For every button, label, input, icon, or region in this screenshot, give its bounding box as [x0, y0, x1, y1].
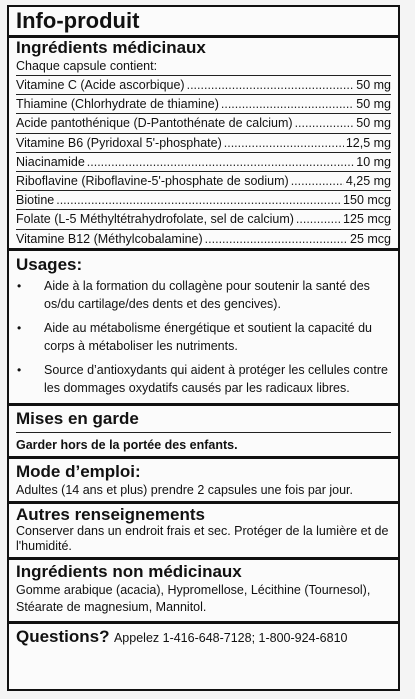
ingredient-amount: 50 mg — [356, 97, 391, 112]
ingredient-amount: 4,25 mg — [345, 174, 391, 189]
ingredient-amount: 50 mg — [356, 116, 391, 131]
ingredient-name: Vitamine B12 (Méthylcobalamine) — [16, 231, 203, 246]
leader-dots — [87, 153, 354, 171]
non-medicinal-heading: Ingrédients non médicinaux — [16, 561, 242, 581]
warnings-section — [9, 403, 398, 456]
warnings-heading: Mises en garde — [16, 408, 139, 428]
leader-dots — [205, 230, 348, 248]
leader-dots — [56, 191, 341, 209]
usage-item — [16, 319, 391, 355]
questions-label: Questions? — [16, 626, 110, 646]
ingredient-row — [16, 209, 391, 228]
questions-phone: Appelez 1-416-648-7128; 1-800-924-6810 — [113, 630, 348, 645]
ingredient-row — [16, 171, 391, 190]
ingredient-name: Vitamine C (Acide ascorbique) — [16, 78, 185, 92]
leader-dots — [221, 95, 354, 113]
usage-text: Aide à la formation du collagène pour soutenir la santé des os/du cartilage/des dents et des gencives). — [44, 278, 370, 311]
non-medicinal-section — [9, 557, 398, 621]
directions-text: Adultes (14 ans et plus) prendre 2 capsules une fois par jour. — [16, 482, 354, 497]
bullet-icon: • — [17, 320, 22, 335]
directions-heading: Mode d’emploi: — [16, 461, 141, 481]
ingredient-name: Acide pantothénique (D-Pantothénate de calcium) — [16, 116, 293, 131]
non-medicinal-text: Gomme arabique (acacia), Hypromellose, Lécithine (Tournesol), Stéarate de magnesium, Mannitol. — [16, 582, 371, 614]
ingredient-name: Riboflavine (Riboflavine-5'-phosphate de sodium) — [16, 174, 289, 189]
bullet-icon: • — [17, 278, 22, 293]
usage-item — [16, 361, 391, 397]
page-title: Info-produit — [9, 7, 398, 38]
ingredient-list — [16, 75, 391, 248]
ingredient-row — [16, 113, 391, 132]
product-info-panel — [7, 5, 400, 691]
ingredient-amount: 25 mcg — [350, 231, 391, 246]
ingredient-name: Vitamine B6 (Pyridoxal 5'-phosphate) — [16, 135, 222, 150]
ingredient-row — [16, 75, 391, 94]
ingredient-row — [16, 190, 391, 209]
usage-text: Aide au métabolisme énergétique et soutient la capacité du corps à métaboliser les nutriments. — [44, 320, 372, 353]
warning-text: Garder hors de la portée des enfants. — [16, 432, 391, 456]
medicinal-ingredients-heading: Ingrédients médicinaux — [16, 38, 206, 57]
ingredient-amount: 150 mcg — [343, 193, 391, 208]
ingredient-row — [16, 133, 391, 152]
usages-list — [16, 277, 391, 397]
ingredient-row — [16, 229, 391, 248]
leader-dots — [291, 172, 344, 190]
leader-dots — [187, 76, 355, 94]
usages-section — [9, 248, 398, 397]
usages-heading: Usages: — [16, 254, 83, 274]
ingredient-name: Thiamine (Chlorhydrate de thiamine) — [16, 97, 219, 112]
ingredient-amount: 125 mcg — [343, 212, 391, 227]
other-info-text: Conserver dans un endroit frais et sec. Protéger de la lumière et de l'humidité. — [16, 523, 389, 553]
other-info-section — [9, 501, 398, 557]
ingredient-name: Folate (L-5 Méthyltétrahydrofolate, sel de calcium) — [16, 212, 294, 227]
ingredient-row — [16, 94, 391, 113]
ingredient-row — [16, 152, 391, 171]
leader-dots — [295, 114, 355, 132]
usage-item — [16, 277, 391, 313]
ingredient-name: Biotine — [16, 193, 55, 208]
questions-section — [9, 621, 398, 647]
ingredient-amount: 50 mg — [356, 78, 391, 92]
medicinal-ingredients-section — [9, 38, 398, 248]
ingredient-amount: 10 mg — [356, 154, 391, 169]
usage-text: Source d’antioxydants qui aident à protéger les cellules contre les dommages oxydatifs causés par les radicaux libres. — [44, 362, 388, 395]
leader-dots — [224, 134, 344, 152]
bullet-icon: • — [17, 362, 22, 377]
other-info-heading: Autres renseignements — [16, 504, 205, 524]
ingredient-amount: 12,5 mg — [345, 135, 391, 150]
capsule-intro: Chaque capsule contient: — [16, 59, 158, 73]
leader-dots — [296, 210, 341, 228]
ingredient-name: Niacinamide — [16, 154, 85, 169]
directions-section — [9, 456, 398, 501]
